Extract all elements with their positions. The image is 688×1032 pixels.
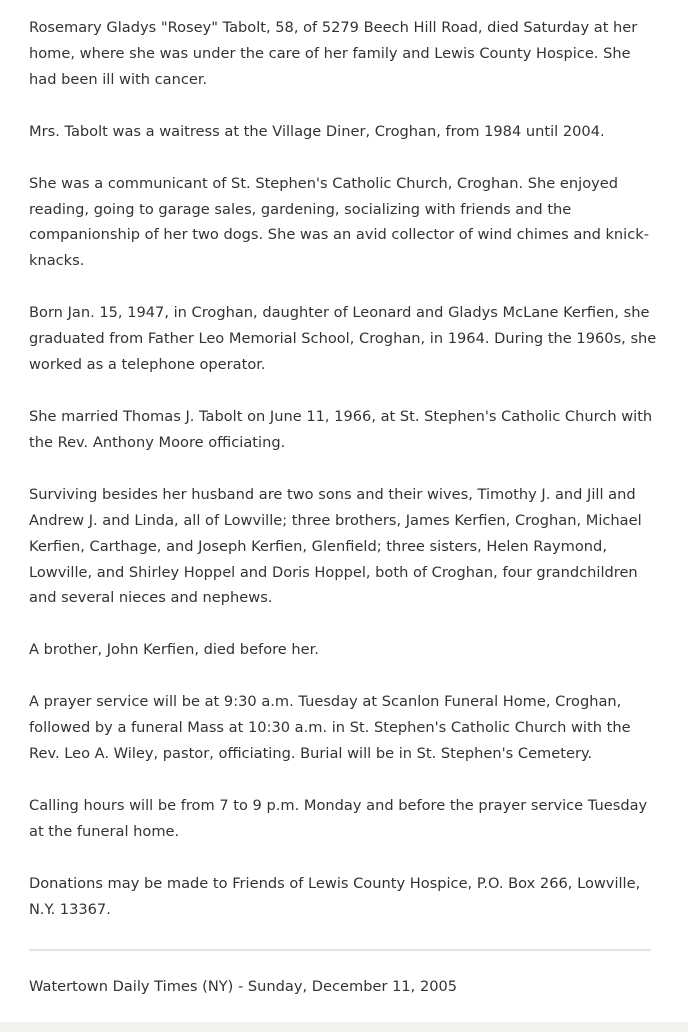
obituary-article (29, 15, 659, 949)
obituary-paragraph: A brother, John Kerfien, died before her. (29, 641, 319, 659)
publication-source: Watertown Daily Times (NY) - Sunday, December 11, 2005 (29, 978, 458, 995)
section-divider (29, 949, 651, 951)
obituary-paragraph: Rosemary Gladys "Rosey" Tabolt, 58, of 5279 Beech Hill Road, died Saturday at her home, where she was under the care of her family and Lewis County Hospice. She had been ill with cancer. (29, 19, 638, 88)
obituary-paragraph: Surviving besides her husband are two sons and their wives, Timothy J. and Jill and Andrew J. and Linda, all of Lowville; three brothers, James Kerfien, Croghan, Michael Kerfien, Carthage, and Joseph Kerfien, Glenfield; three sisters, Helen Raymond, Lowville, and Shirley Hoppel and Doris Hoppel, both of Croghan, four grandchildren and several nieces and nephews. (29, 485, 642, 607)
obituary-paragraph: She married Thomas J. Tabolt on June 11, 1966, at St. Stephen's Catholic Church with the Rev. Anthony Moore officiating. (29, 407, 653, 451)
obituary-paragraph: Mrs. Tabolt was a waitress at the Village Diner, Croghan, from 1984 until 2004. (29, 122, 605, 140)
obituary-paragraph: She was a communicant of St. Stephen's Catholic Church, Croghan. She enjoyed reading, going to garage sales, gardening, socializing with friends and the companionship of her two dogs. She was an avid collector of wind chimes and knick-knacks. (29, 174, 649, 270)
page-bottom-edge (0, 1022, 688, 1032)
obituary-paragraph: Born Jan. 15, 1947, in Croghan, daughter of Leonard and Gladys McLane Kerfien, she graduated from Father Leo Memorial School, Croghan, in 1964. During the 1960s, she worked as a telephone operator. (29, 304, 657, 374)
obituary-paragraph: A prayer service will be at 9:30 a.m. Tuesday at Scanlon Funeral Home, Croghan, followed by a funeral Mass at 10:30 a.m. in St. Stephen's Catholic Church with the Rev. Leo A. Wiley, pastor, officiating. Burial will be in St. Stephen's Cemetery. (29, 693, 631, 763)
obituary-paragraph: Donations may be made to Friends of Lewis County Hospice, P.O. Box 266, Lowville, N.Y. 13367. (29, 874, 641, 918)
obituary-paragraph: Calling hours will be from 7 to 9 p.m. Monday and before the prayer service Tuesday at the funeral home. (29, 796, 648, 840)
